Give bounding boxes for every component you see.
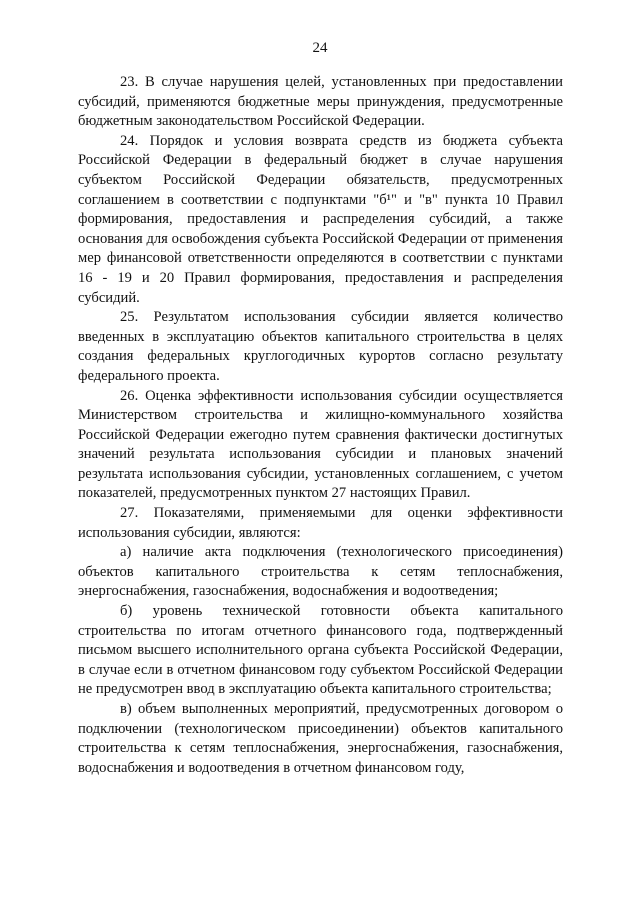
document-body bbox=[78, 73, 563, 778]
paragraph-23: 23. В случае нарушения целей, установленных при предоставлении субсидий, применяются бюджетные меры принуждения, предусмотренные бюджетным законодательством Российской Федерации. bbox=[78, 74, 563, 130]
paragraph-27-v: в) объем выполненных мероприятий, предусмотренных договором о подключении (технологическом присоединении) объектов капитального строительства к сетям теплоснабжения, энергоснабжения, газоснабжения, водоснабжения и водоотведения в отчетном финансовом году, bbox=[78, 701, 563, 776]
paragraph-27-a: а) наличие акта подключения (технологического присоединения) объектов капитального строительства к сетям теплоснабжения, энергоснабжения, газоснабжения, водоснабжения и водоотведения; bbox=[78, 544, 563, 600]
paragraph-25: 25. Результатом использования субсидии является количество введенных в эксплуатацию объектов капитального строительства в целях создания федеральных круглогодичных курортов согласно результату федерального проекта. bbox=[78, 309, 563, 384]
paragraph-26: 26. Оценка эффективности использования субсидии осуществляется Министерством строительства и жилищно-коммунального хозяйства Российской Федерации ежегодно путем сравнения фактически достигнутых значений результата использования субсидии и плановых значений результата использования субсидии, установленных соглашением, с учетом показателей, предусмотренных пунктом 27 настоящих Правил. bbox=[78, 387, 563, 502]
paragraph-27: 27. Показателями, применяемыми для оценки эффективности использования субсидии, являются: bbox=[78, 505, 563, 541]
page-number: 24 bbox=[312, 40, 328, 56]
paragraph-24: 24. Порядок и условия возврата средств из бюджета субъекта Российской Федерации в федеральный бюджет в случае нарушения субъектом Российской Федерации обязательств, предусмотренных соглашением в соответствии с подпунктами "б¹" и "в" пункта 10 Правил формирования, предоставления и распределения субсидий, а также основания для освобождения субъекта Российской Федерации от применения мер финансовой ответственности определяются в соответствии с пунктами 16 - 19 и 20 Правил формирования, предоставления и распределения субсидий. bbox=[78, 132, 563, 306]
paragraph-27-b: б) уровень технической готовности объекта капитального строительства по итогам отчетного финансового года, подтвержденный письмом высшего исполнительного органа субъекта Российской Федерации, в случае если в отчетном финансовом году субъектом Российской Федерации не предусмотрен ввод в эксплуатацию объекта капитального строительства; bbox=[78, 603, 563, 698]
